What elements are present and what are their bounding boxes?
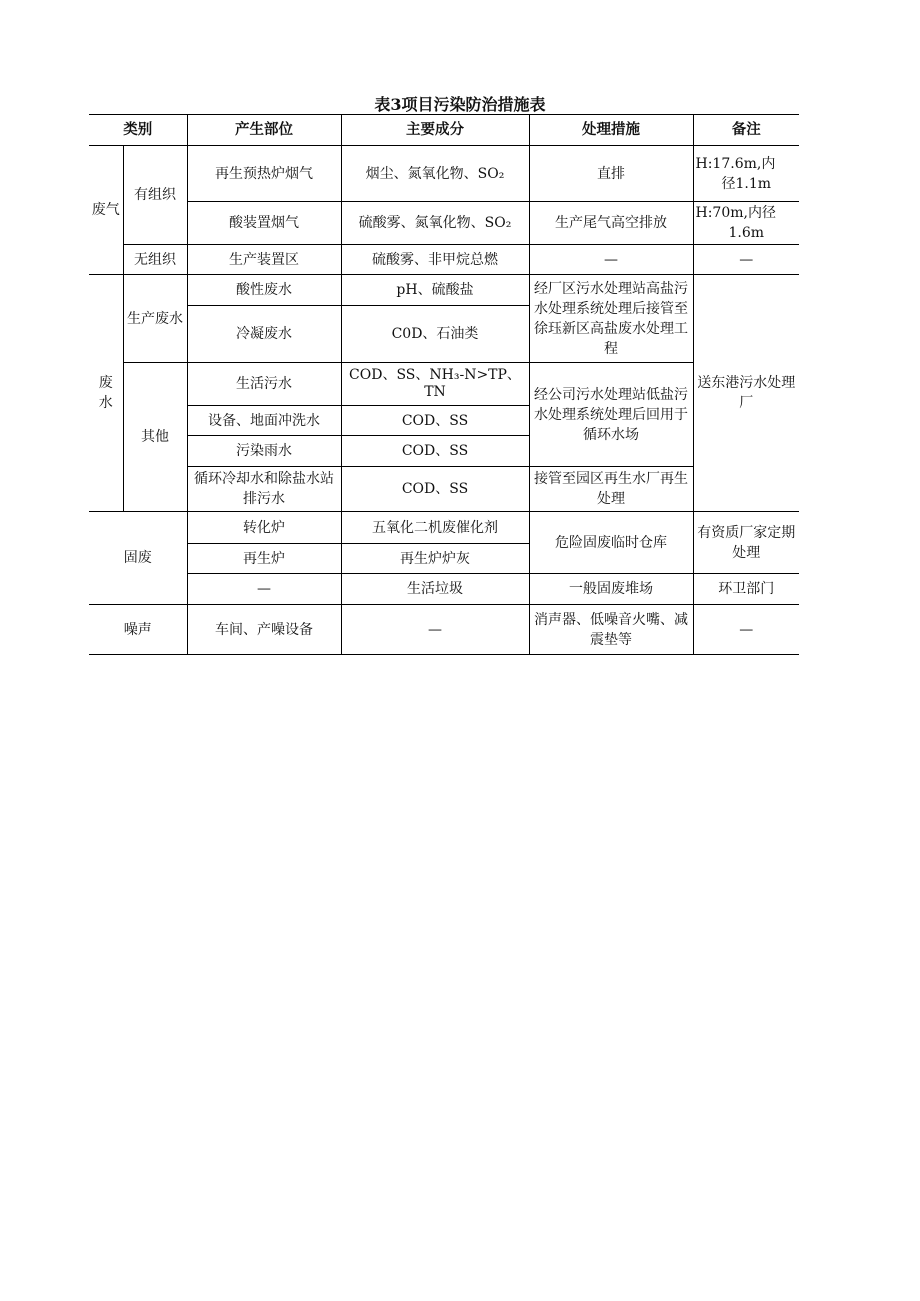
- treatment-cell: 接管至园区再生水厂再生处理: [529, 467, 693, 512]
- note-cell: 有资质厂家定期处理: [693, 512, 799, 574]
- components-cell: 五氧化二机废催化剂: [341, 512, 529, 544]
- components-cell: pH、硫酸盐: [341, 275, 529, 306]
- source-cell: 再生炉: [187, 544, 341, 574]
- components-cell: COD、SS、NH₃-N>TP、TN: [341, 363, 529, 406]
- note-cell: —: [693, 245, 799, 275]
- table-row: [89, 512, 799, 544]
- components-cell: 硫酸雾、氮氧化物、SO₂: [341, 202, 529, 245]
- treatment-cell: 生产尾气高空排放: [529, 202, 693, 245]
- source-cell: 生产装置区: [187, 245, 341, 275]
- components-cell: 生活垃圾: [341, 574, 529, 605]
- source-cell: 转化炉: [187, 512, 341, 544]
- treatment-cell: 一般固废堆场: [529, 574, 693, 605]
- treatment-cell: 直排: [529, 146, 693, 202]
- components-cell: —: [341, 605, 529, 655]
- note-cell: 送东港污水处理厂: [693, 275, 799, 512]
- source-cell: 再生预热炉烟气: [187, 146, 341, 202]
- components-cell: COD、SS: [341, 406, 529, 436]
- subcategory-unorganized: 无组织: [123, 245, 187, 275]
- header-note: 备注: [693, 115, 799, 146]
- source-cell: 冷凝废水: [187, 306, 341, 363]
- components-cell: COD、SS: [341, 436, 529, 467]
- components-cell: 硫酸雾、非甲烷总燃: [341, 245, 529, 275]
- table-row: [89, 605, 799, 655]
- pollution-control-table: [89, 114, 799, 655]
- category-waste-gas: 废气: [89, 146, 123, 275]
- header-row: [89, 115, 799, 146]
- table-title: 表3项目污染防治措施表: [374, 95, 546, 114]
- subcategory-other: 其他: [123, 363, 187, 512]
- note-cell: —: [693, 605, 799, 655]
- note-line: H:17.6m,内: [695, 155, 776, 172]
- components-cell: C0D、石油类: [341, 306, 529, 363]
- note-line: H:70m,内径: [695, 205, 776, 221]
- treatment-cell: 经厂区污水处理站高盐污水处理系统处理后接管至徐珏新区高盐废水处理工程: [529, 275, 693, 363]
- note-line: 1.6m: [728, 225, 765, 241]
- treatment-cell: —: [529, 245, 693, 275]
- header-components: 主要成分: [341, 115, 529, 146]
- table-row: [89, 146, 799, 202]
- source-cell: 酸性废水: [187, 275, 341, 306]
- source-cell: 设备、地面冲洗水: [187, 406, 341, 436]
- source-cell: 车间、产噪设备: [187, 605, 341, 655]
- table-row: [89, 467, 799, 512]
- components-cell: 烟尘、氮氧化物、SO₂: [341, 146, 529, 202]
- components-cell: 再生炉炉灰: [341, 544, 529, 574]
- category-wastewater: 废水: [89, 275, 123, 512]
- table-row: [89, 363, 799, 406]
- note-cell: [693, 146, 799, 202]
- subcategory-organized: 有组织: [123, 146, 187, 245]
- header-treatment: 处理措施: [529, 115, 693, 146]
- table-row: [89, 275, 799, 306]
- table-row: [89, 245, 799, 275]
- category-solid-waste: 固废: [89, 512, 187, 605]
- subcategory-production: 生产废水: [123, 275, 187, 363]
- note-cell: 环卫部门: [693, 574, 799, 605]
- table-row: [89, 574, 799, 605]
- category-noise: 噪声: [89, 605, 187, 655]
- source-cell: 循环冷却水和除盐水站排污水: [187, 467, 341, 512]
- source-cell: 污染雨水: [187, 436, 341, 467]
- components-cell: COD、SS: [341, 467, 529, 512]
- table-row: [89, 202, 799, 245]
- header-category: 类别: [89, 115, 187, 146]
- treatment-cell: 消声器、低噪音火嘴、减震垫等: [529, 605, 693, 655]
- note-cell: [693, 202, 799, 245]
- note-line: 径1.1m: [721, 175, 772, 192]
- treatment-cell: 经公司污水处理站低盐污水处理系统处理后回用于循环水场: [529, 363, 693, 467]
- source-cell: 生活污水: [187, 363, 341, 406]
- treatment-cell: 危险固废临时仓库: [529, 512, 693, 574]
- source-cell: —: [187, 574, 341, 605]
- header-source: 产生部位: [187, 115, 341, 146]
- source-cell: 酸装置烟气: [187, 202, 341, 245]
